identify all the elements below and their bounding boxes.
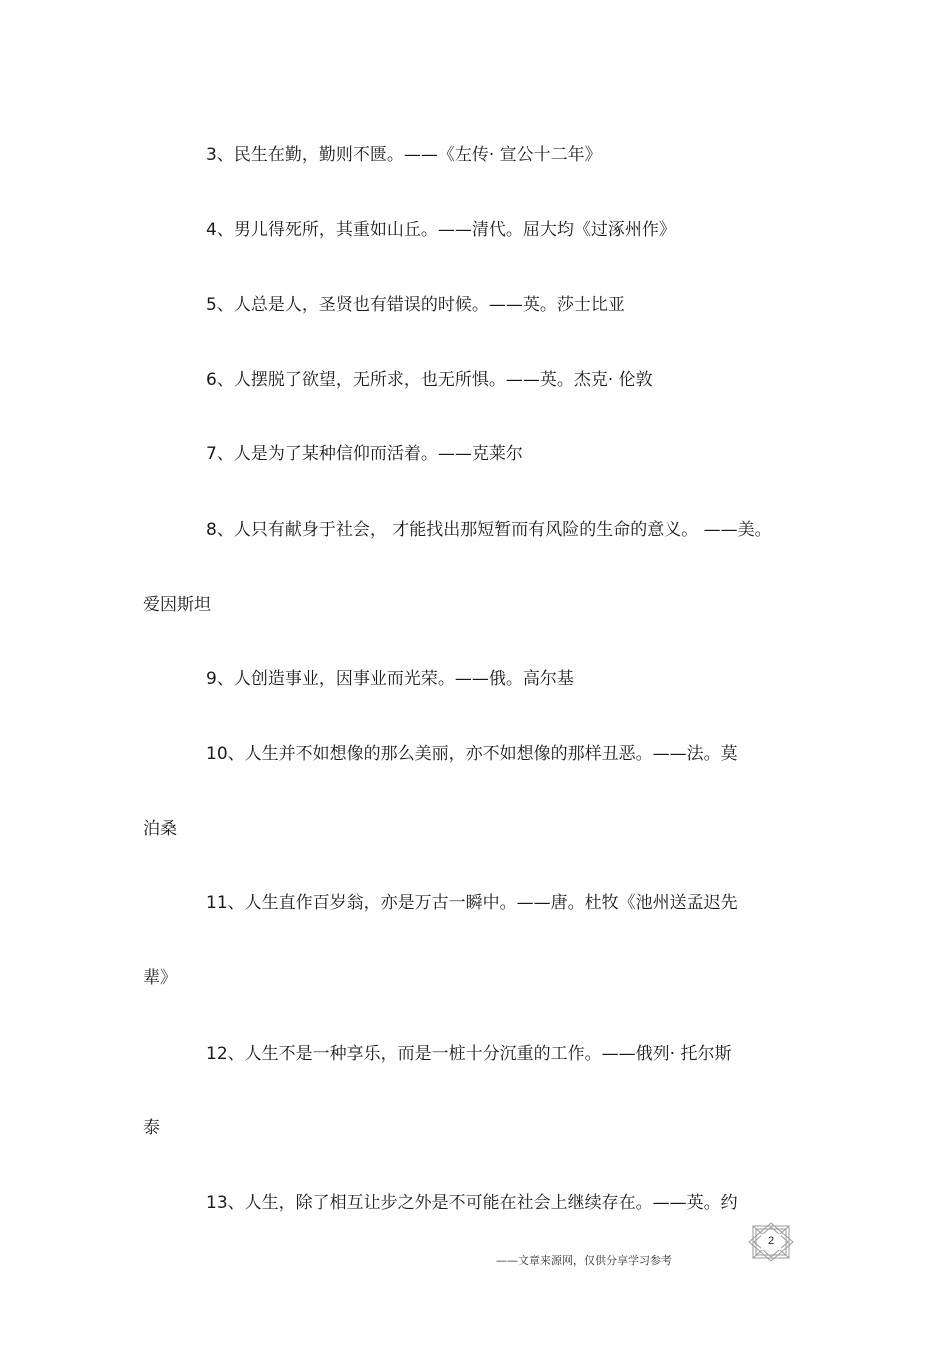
footer-source-note: ——文章来源网，仅供分享学习参考 <box>496 1254 672 1267</box>
quote-4: 4、男儿得死所，其重如山丘。——清代。屈大均《过涿州作》 <box>206 220 676 240</box>
quote-9: 9、人创造事业，因事业而光荣。——俄。高尔基 <box>206 669 574 689</box>
page-number-badge <box>747 1222 795 1262</box>
quote-11-continued: 辈》 <box>143 968 177 988</box>
quote-13: 13、人生，除了相互让步之外是不可能在社会上继续存在。——英。约 <box>206 1193 738 1213</box>
quote-11: 11、人生直作百岁翁，亦是万古一瞬中。——唐。杜牧《池州送孟迟先 <box>206 893 738 913</box>
quote-6: 6、人摆脱了欲望，无所求，也无所惧。——英。杰克· 伦敦 <box>206 370 653 390</box>
quote-12: 12、人生不是一种享乐，而是一桩十分沉重的工作。——俄列· 托尔斯 <box>206 1044 732 1064</box>
quote-3: 3、民生在勤，勤则不匮。——《左传· 宣公十二年》 <box>206 145 602 165</box>
quote-10-continued: 泊桑 <box>143 819 177 839</box>
quote-10: 10、人生并不如想像的那么美丽，亦不如想像的那样丑恶。——法。莫 <box>206 744 738 764</box>
quote-8-continued: 爱因斯坦 <box>143 595 211 615</box>
quote-12-continued: 泰 <box>143 1118 160 1138</box>
quote-7: 7、人是为了某种信仰而活着。——克莱尔 <box>206 444 523 464</box>
quote-5: 5、人总是人，圣贤也有错误的时候。——英。莎士比亚 <box>206 295 625 315</box>
page-number: 2 <box>767 1235 775 1247</box>
quote-8: 8、人只有献身于社会， 才能找出那短暂而有风险的生命的意义。 ——美。 <box>206 520 772 540</box>
